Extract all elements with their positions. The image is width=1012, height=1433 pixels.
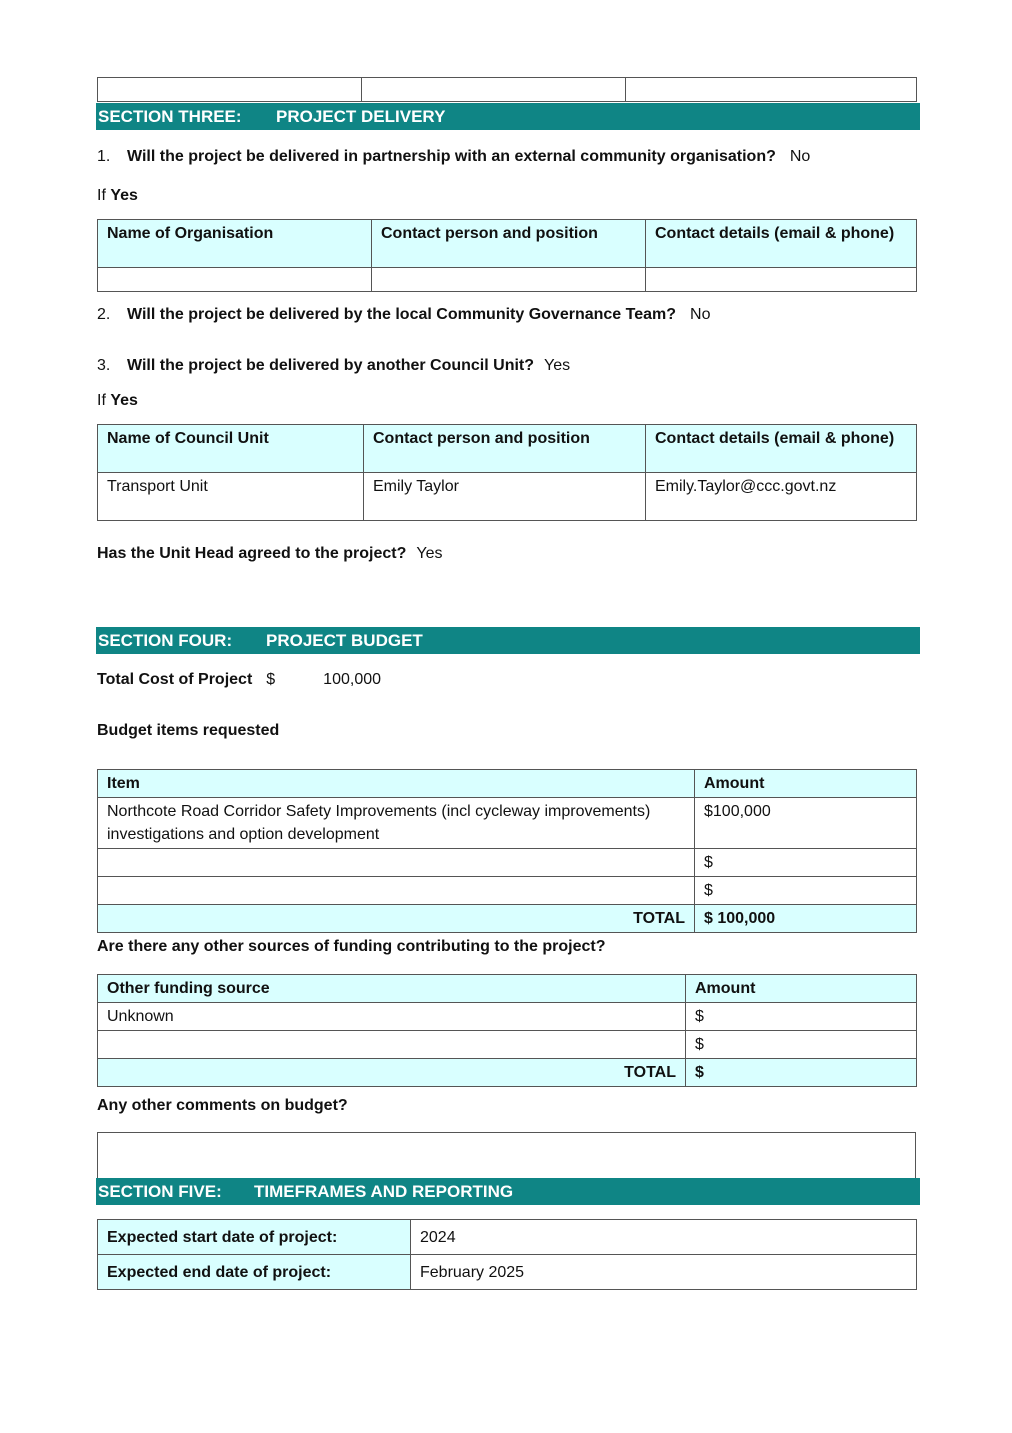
question-answer[interactable]: No	[789, 148, 811, 165]
table-row	[98, 1003, 917, 1031]
table-row	[98, 877, 917, 905]
total-cost-value[interactable]: 100,000	[323, 671, 382, 688]
end-date-value[interactable]: February 2025	[411, 1255, 917, 1290]
top-table-cell	[626, 78, 917, 102]
other-funding-question: Are there any other sources of funding contributing to the project?	[97, 938, 606, 955]
currency-symbol: $	[266, 671, 276, 688]
if-yes-word: Yes	[110, 187, 138, 204]
budget-table	[97, 769, 917, 933]
table-row	[98, 1255, 917, 1290]
question-text: Will the project be delivered by the local Community Governance Team?	[127, 306, 677, 323]
question-text: Will the project be delivered in partnership with an external community organisation?	[127, 148, 776, 165]
start-date-label: Expected start date of project:	[98, 1220, 411, 1255]
section-five-header	[96, 1178, 920, 1205]
question-1	[97, 147, 810, 167]
item-cell[interactable]	[98, 877, 695, 905]
question-number: 2.	[97, 306, 111, 323]
header-amount: Amount	[686, 975, 917, 1003]
start-date-value[interactable]: 2024	[411, 1220, 917, 1255]
section-title: TIMEFRAMES AND REPORTING	[254, 1182, 514, 1201]
contact-details-cell[interactable]	[646, 268, 917, 292]
organisation-table	[97, 219, 917, 292]
table-row	[98, 798, 917, 849]
contact-details-cell[interactable]: Emily.Taylor@ccc.govt.nz	[646, 473, 917, 521]
if-yes-word: Yes	[110, 392, 138, 409]
budget-comments-field[interactable]	[97, 1132, 916, 1178]
section-title: PROJECT DELIVERY	[276, 107, 446, 126]
timeframes-table	[97, 1219, 917, 1290]
total-cost-row	[97, 670, 381, 690]
question-answer[interactable]: Yes	[416, 545, 443, 562]
section-number: SECTION FOUR:	[98, 631, 233, 650]
funding-source-cell[interactable]: Unknown	[98, 1003, 686, 1031]
if-prefix: If	[97, 187, 106, 204]
end-date-label: Expected end date of project:	[98, 1255, 411, 1290]
contact-person-cell[interactable]	[372, 268, 646, 292]
total-cost-label: Total Cost of Project	[97, 671, 253, 688]
if-yes-label	[97, 391, 138, 411]
table-row	[98, 1031, 917, 1059]
header-item: Item	[98, 770, 695, 798]
budget-items-label: Budget items requested	[97, 722, 280, 739]
total-label: TOTAL	[98, 905, 695, 933]
table-row	[98, 849, 917, 877]
top-table-cell	[98, 78, 362, 102]
amount-cell[interactable]: $	[686, 1003, 917, 1031]
header-contact-person: Contact person and position	[372, 220, 646, 268]
council-unit-table	[97, 424, 917, 521]
question-text: Has the Unit Head agreed to the project?	[97, 545, 407, 562]
header-amount: Amount	[695, 770, 917, 798]
item-cell[interactable]: Northcote Road Corridor Safety Improvements (incl cycleway improvements) investigations and option development	[98, 798, 695, 849]
contact-person-cell[interactable]: Emily Taylor	[364, 473, 646, 521]
header-council-unit: Name of Council Unit	[98, 425, 364, 473]
unit-head-question	[97, 544, 443, 564]
total-value: $	[686, 1059, 917, 1087]
question-answer[interactable]: No	[690, 306, 711, 323]
question-number: 3.	[97, 357, 111, 374]
table-row	[98, 1220, 917, 1255]
top-table	[97, 77, 917, 102]
total-value: $ 100,000	[695, 905, 917, 933]
organisation-name-cell[interactable]	[98, 268, 372, 292]
question-answer[interactable]: Yes	[544, 357, 571, 374]
funding-table	[97, 974, 917, 1087]
amount-cell[interactable]: $	[695, 877, 917, 905]
funding-source-cell[interactable]	[98, 1031, 686, 1059]
section-four-header	[96, 627, 920, 654]
amount-cell[interactable]: $	[695, 849, 917, 877]
section-three-header	[96, 103, 920, 130]
question-2	[97, 305, 710, 325]
header-organisation-name: Name of Organisation	[98, 220, 372, 268]
header-funding-source: Other funding source	[98, 975, 686, 1003]
question-3	[97, 356, 570, 376]
section-title: PROJECT BUDGET	[266, 631, 423, 650]
if-yes-label	[97, 186, 138, 206]
item-cell[interactable]	[98, 849, 695, 877]
question-text: Will the project be delivered by another Council Unit?	[127, 357, 535, 374]
header-contact-person: Contact person and position	[364, 425, 646, 473]
amount-cell[interactable]: $	[686, 1031, 917, 1059]
section-number: SECTION FIVE:	[98, 1182, 222, 1201]
header-contact-details: Contact details (email & phone)	[646, 425, 917, 473]
section-number: SECTION THREE:	[98, 107, 242, 126]
question-number: 1.	[97, 148, 111, 165]
if-prefix: If	[97, 392, 106, 409]
amount-cell[interactable]: $100,000	[695, 798, 917, 849]
header-contact-details: Contact details (email & phone)	[646, 220, 917, 268]
top-table-cell	[362, 78, 626, 102]
total-label: TOTAL	[98, 1059, 686, 1087]
council-unit-cell[interactable]: Transport Unit	[98, 473, 364, 521]
budget-comments-question: Any other comments on budget?	[97, 1097, 348, 1114]
